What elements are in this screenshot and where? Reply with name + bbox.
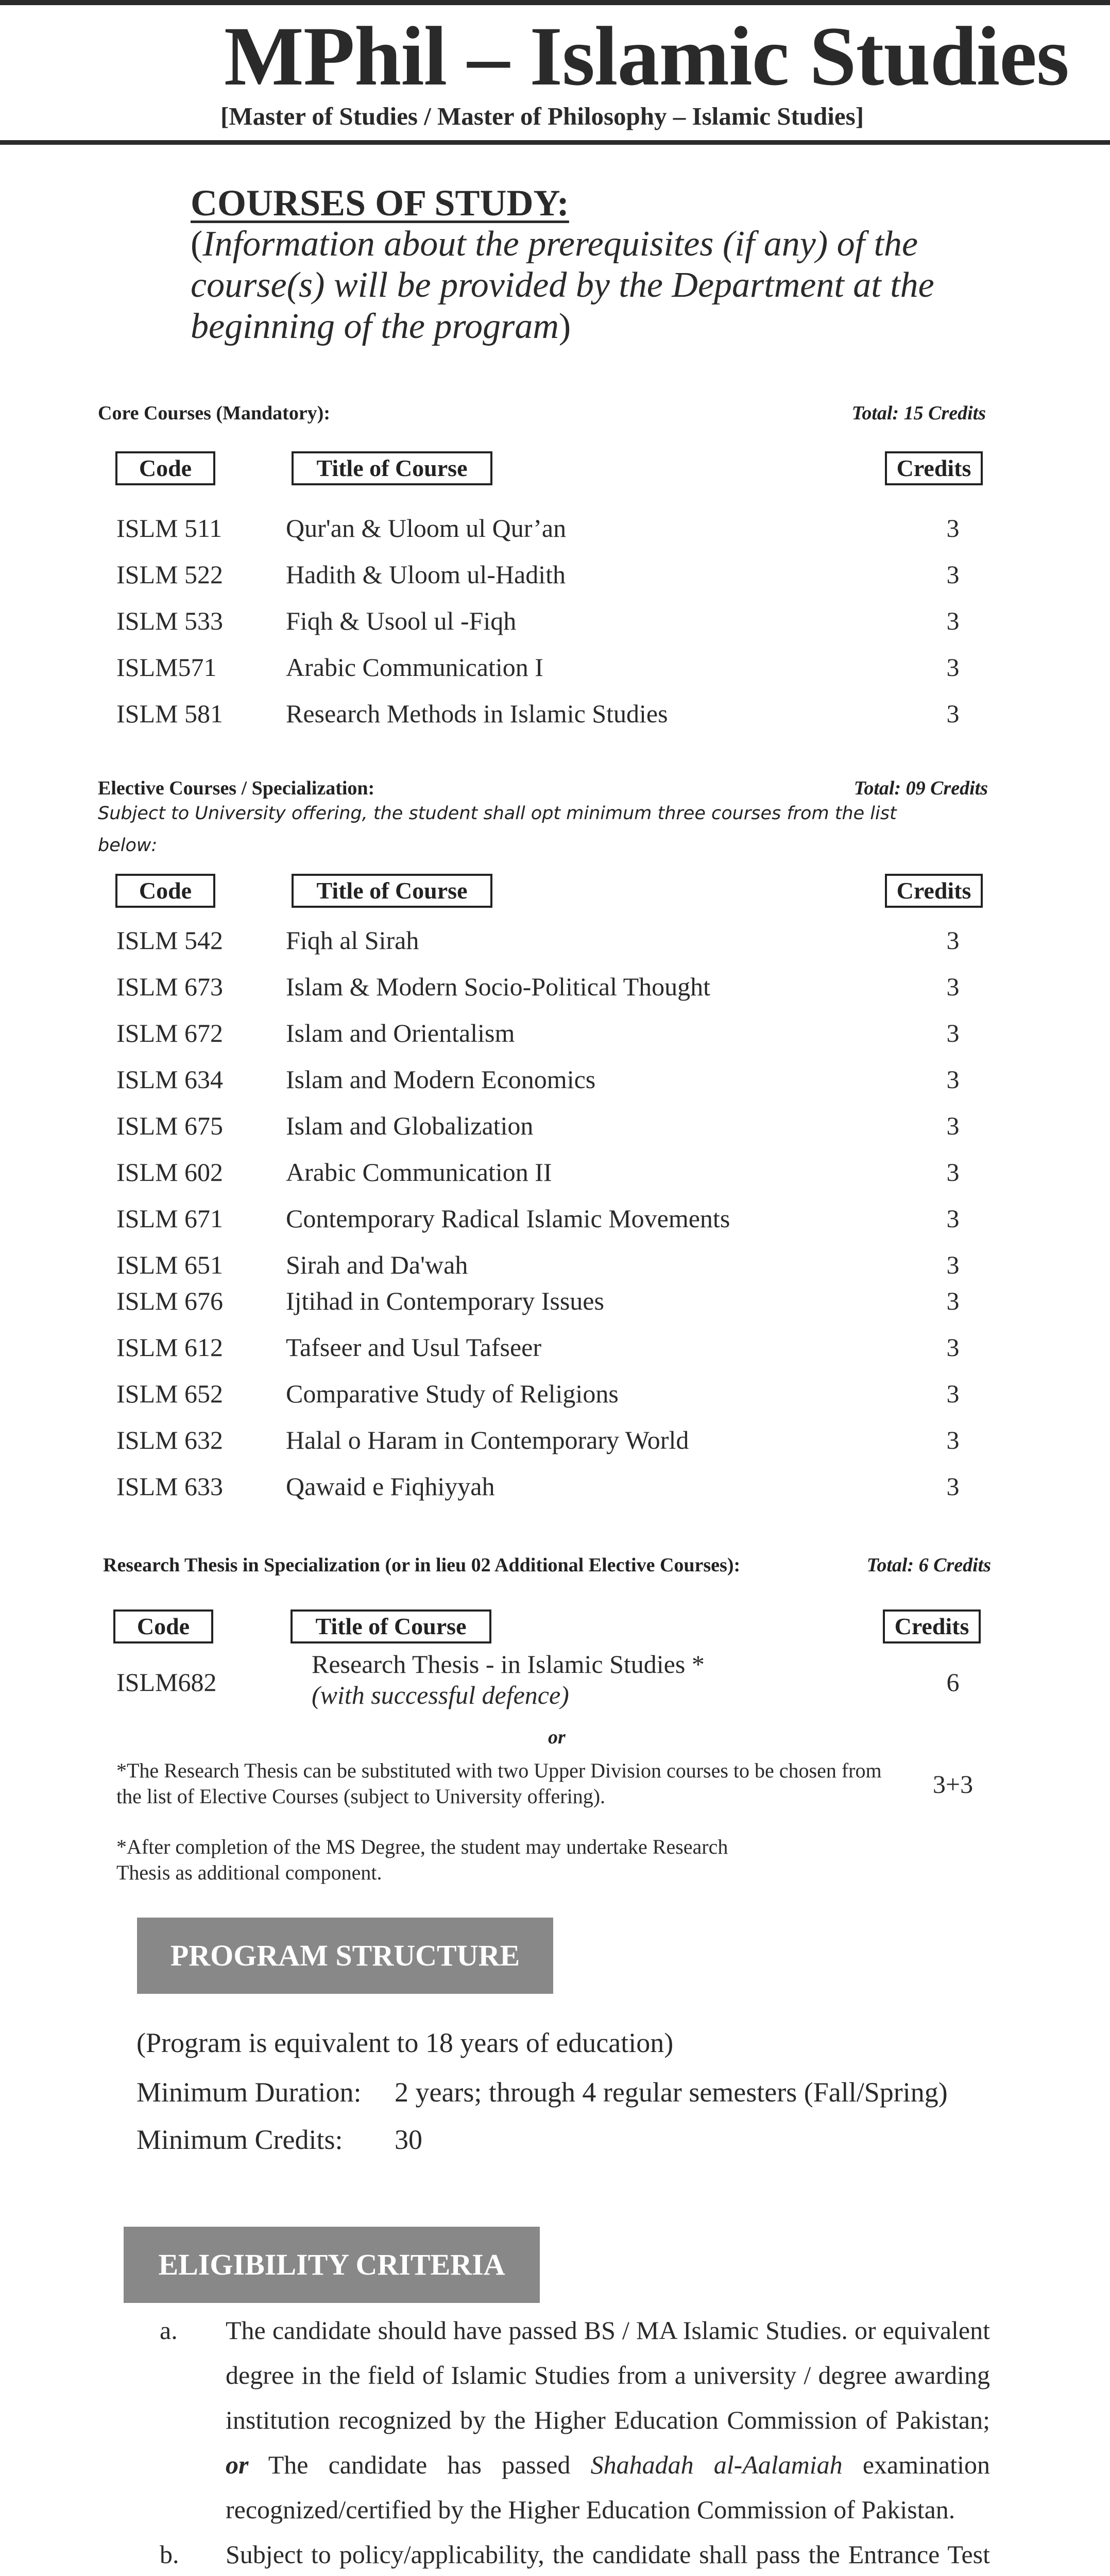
or-separator: or <box>548 1726 566 1748</box>
eligibility-a-term: Shahadah al-Aalamiah <box>590 2450 843 2479</box>
thesis-credits: 6 <box>946 1668 960 1697</box>
elective-course-code: ISLM 612 <box>116 1333 223 1362</box>
elective-row <box>0 1108 1110 1144</box>
core-header-credits: Credits <box>885 451 983 485</box>
elective-course-title: Sirah and Da'wah <box>286 1250 468 1279</box>
top-rule <box>0 0 1110 5</box>
elective-course-credits: 3 <box>946 1250 960 1279</box>
core-row <box>0 603 1110 639</box>
eligibility-item-a <box>160 2308 990 2532</box>
elective-course-code: ISLM 676 <box>116 1286 223 1315</box>
eligibility-item-b <box>160 2532 990 2576</box>
core-row <box>0 649 1110 685</box>
elective-course-credits: 3 <box>946 1472 960 1501</box>
core-course-credits: 3 <box>946 606 960 635</box>
min-credits-label: Minimum Credits: <box>136 2124 343 2155</box>
elective-row <box>0 969 1110 1005</box>
elective-course-credits: 3 <box>946 1158 960 1187</box>
thesis-title: Research Thesis - in Islamic Studies * <box>312 1650 705 1679</box>
courses-of-study-note: (Information about the prerequisites (if any) of the course(s) will be provided by the Department at the beginning of the program) <box>191 224 934 346</box>
eligibility-a-part2: The candidate has passed <box>268 2450 571 2479</box>
elective-course-code: ISLM 602 <box>116 1158 223 1187</box>
elective-course-title: Arabic Communication II <box>286 1158 552 1187</box>
thesis-subtitle <box>312 1680 569 1710</box>
core-course-code: ISLM 533 <box>116 606 223 635</box>
core-course-credits: 3 <box>946 699 960 728</box>
elective-course-credits: 3 <box>946 1019 960 1047</box>
elective-course-title: Qawaid e Fiqhiyyah <box>286 1472 495 1501</box>
elective-course-title: Contemporary Radical Islamic Movements <box>286 1204 730 1233</box>
core-course-credits: 3 <box>946 653 960 682</box>
elective-header-code: Code <box>115 874 215 908</box>
elective-row <box>0 1376 1110 1412</box>
elective-header-credits: Credits <box>885 874 983 908</box>
thesis-subtitle-text: (with successful defence) <box>312 1681 569 1709</box>
core-course-title: Arabic Communication I <box>286 653 543 682</box>
eligibility-a-part1: The candidate should have passed BS / MA Islamic Studies. or equivalent degree in the field of Islamic Studies from a university / degree awarding institution recognized by the Higher Education Commission of Pakistan; <box>226 2316 990 2434</box>
elective-course-credits: 3 <box>946 1065 960 1094</box>
elective-courses-note: Subject to University offering, the student shall opt minimum three courses from the list below: <box>98 803 897 856</box>
elective-row <box>0 1200 1110 1236</box>
elective-row <box>0 1468 1110 1504</box>
core-course-code: ISLM 511 <box>116 514 223 543</box>
eligibility-marker-a: a. <box>160 2316 178 2345</box>
eligibility-marker-b: b. <box>160 2540 179 2569</box>
elective-course-title: Tafseer and Usul Tafseer <box>286 1333 542 1362</box>
thesis-substitute-credits: 3+3 <box>932 1770 974 1799</box>
header-divider <box>0 140 1110 145</box>
elective-course-credits: 3 <box>946 1286 960 1315</box>
elective-course-code: ISLM 634 <box>116 1065 223 1094</box>
page-subtitle: [Master of Studies / Master of Philosophy – Islamic Studies] <box>220 102 864 130</box>
eligibility-list <box>160 2308 990 2576</box>
elective-course-code: ISLM 542 <box>116 926 223 955</box>
core-header-title: Title of Course <box>292 451 492 485</box>
elective-row <box>0 1422 1110 1458</box>
thesis-header-title: Title of Course <box>291 1609 491 1643</box>
core-row <box>0 510 1110 546</box>
elective-course-credits: 3 <box>946 1333 960 1362</box>
eligibility-b-text: Subject to policy/applicability, the candidate shall pass the Entrance Test <box>226 2540 990 2569</box>
elective-row <box>0 1015 1110 1051</box>
core-course-code: ISLM571 <box>116 653 217 682</box>
core-course-title: Research Methods in Islamic Studies <box>286 699 668 728</box>
elective-course-code: ISLM 652 <box>116 1379 223 1408</box>
elective-course-title: Islam and Modern Economics <box>286 1065 596 1094</box>
page-title: MPhil – Islamic Studies <box>224 10 1069 103</box>
elective-courses-total: Total: 09 Credits <box>853 777 988 799</box>
elective-course-title: Comparative Study of Religions <box>286 1379 619 1408</box>
thesis-total: Total: 6 Credits <box>866 1554 991 1576</box>
core-course-credits: 3 <box>946 514 960 543</box>
elective-courses-label: Elective Courses / Specialization: <box>98 777 375 799</box>
core-course-title: Fiqh & Usool ul -Fiqh <box>286 606 517 635</box>
elective-course-code: ISLM 675 <box>116 1111 223 1140</box>
elective-course-credits: 3 <box>946 1426 960 1454</box>
elective-course-credits: 3 <box>946 1379 960 1408</box>
courses-of-study-heading: COURSES OF STUDY: <box>191 182 569 224</box>
eligibility-a-part3: examination recognized/certified by the Higher Education Commission of Pakistan. <box>226 2450 990 2524</box>
min-credits-value: 30 <box>395 2124 422 2155</box>
program-structure-banner: PROGRAM STRUCTURE <box>137 1918 553 1994</box>
elective-course-title: Fiqh al Sirah <box>286 926 419 955</box>
eligibility-criteria-banner: ELIGIBILITY CRITERIA <box>124 2227 540 2303</box>
core-courses-label: Core Courses (Mandatory): <box>98 402 330 424</box>
min-duration-value: 2 years; through 4 regular semesters (Fall/Spring) <box>395 2077 948 2108</box>
elective-course-code: ISLM 632 <box>116 1426 223 1454</box>
elective-course-code: ISLM 633 <box>116 1472 223 1501</box>
elective-course-code: ISLM 673 <box>116 972 223 1001</box>
elective-row <box>0 922 1110 958</box>
core-row <box>0 696 1110 732</box>
elective-header-title: Title of Course <box>292 874 492 908</box>
core-header-code: Code <box>115 451 215 485</box>
elective-course-title: Islam and Globalization <box>286 1111 534 1140</box>
eligibility-a-or: or <box>226 2450 249 2479</box>
elective-row <box>0 1061 1110 1097</box>
core-course-code: ISLM 522 <box>116 560 223 589</box>
min-duration-label: Minimum Duration: <box>136 2077 362 2108</box>
thesis-header-credits: Credits <box>883 1609 981 1643</box>
elective-row <box>0 1329 1110 1365</box>
elective-course-credits: 3 <box>946 1204 960 1233</box>
elective-row <box>0 1247 1110 1283</box>
elective-course-title: Islam and Orientalism <box>286 1019 515 1047</box>
elective-course-code: ISLM 671 <box>116 1204 223 1233</box>
thesis-header-code: Code <box>113 1609 213 1643</box>
elective-course-title: Ijtihad in Contemporary Issues <box>286 1286 604 1315</box>
core-course-credits: 3 <box>946 560 960 589</box>
core-course-title: Qur'an & Uloom ul Qur’an <box>286 514 567 543</box>
program-equivalence: (Program is equivalent to 18 years of education) <box>136 2027 674 2058</box>
thesis-after-note: *After completion of the MS Degree, the student may undertake Research Thesis as additional component. <box>116 1835 728 1884</box>
elective-course-credits: 3 <box>946 1111 960 1140</box>
thesis-label: Research Thesis in Specialization (or in lieu 02 Additional Elective Courses): <box>103 1554 741 1576</box>
thesis-code: ISLM682 <box>116 1668 217 1697</box>
elective-course-code: ISLM 672 <box>116 1019 223 1047</box>
core-courses-total: Total: 15 Credits <box>851 402 986 424</box>
core-course-title: Hadith & Uloom ul-Hadith <box>286 560 566 589</box>
elective-row <box>0 1283 1110 1319</box>
elective-course-credits: 3 <box>946 926 960 955</box>
elective-course-code: ISLM 651 <box>116 1250 223 1279</box>
elective-course-title: Halal o Haram in Contemporary World <box>286 1426 689 1454</box>
elective-course-title: Islam & Modern Socio-Political Thought <box>286 972 710 1001</box>
thesis-substitute-note: *The Research Thesis can be substituted with two Upper Division courses to be chosen from the list of Elective Courses (subject to University offering). <box>116 1759 882 1808</box>
elective-course-credits: 3 <box>946 972 960 1001</box>
courses-of-study-note-text: Information about the prerequisites (if any) of the course(s) will be provided by the Department at the beginning of the program <box>191 224 934 346</box>
core-course-code: ISLM 581 <box>116 699 223 728</box>
elective-row <box>0 1154 1110 1190</box>
core-row <box>0 556 1110 592</box>
